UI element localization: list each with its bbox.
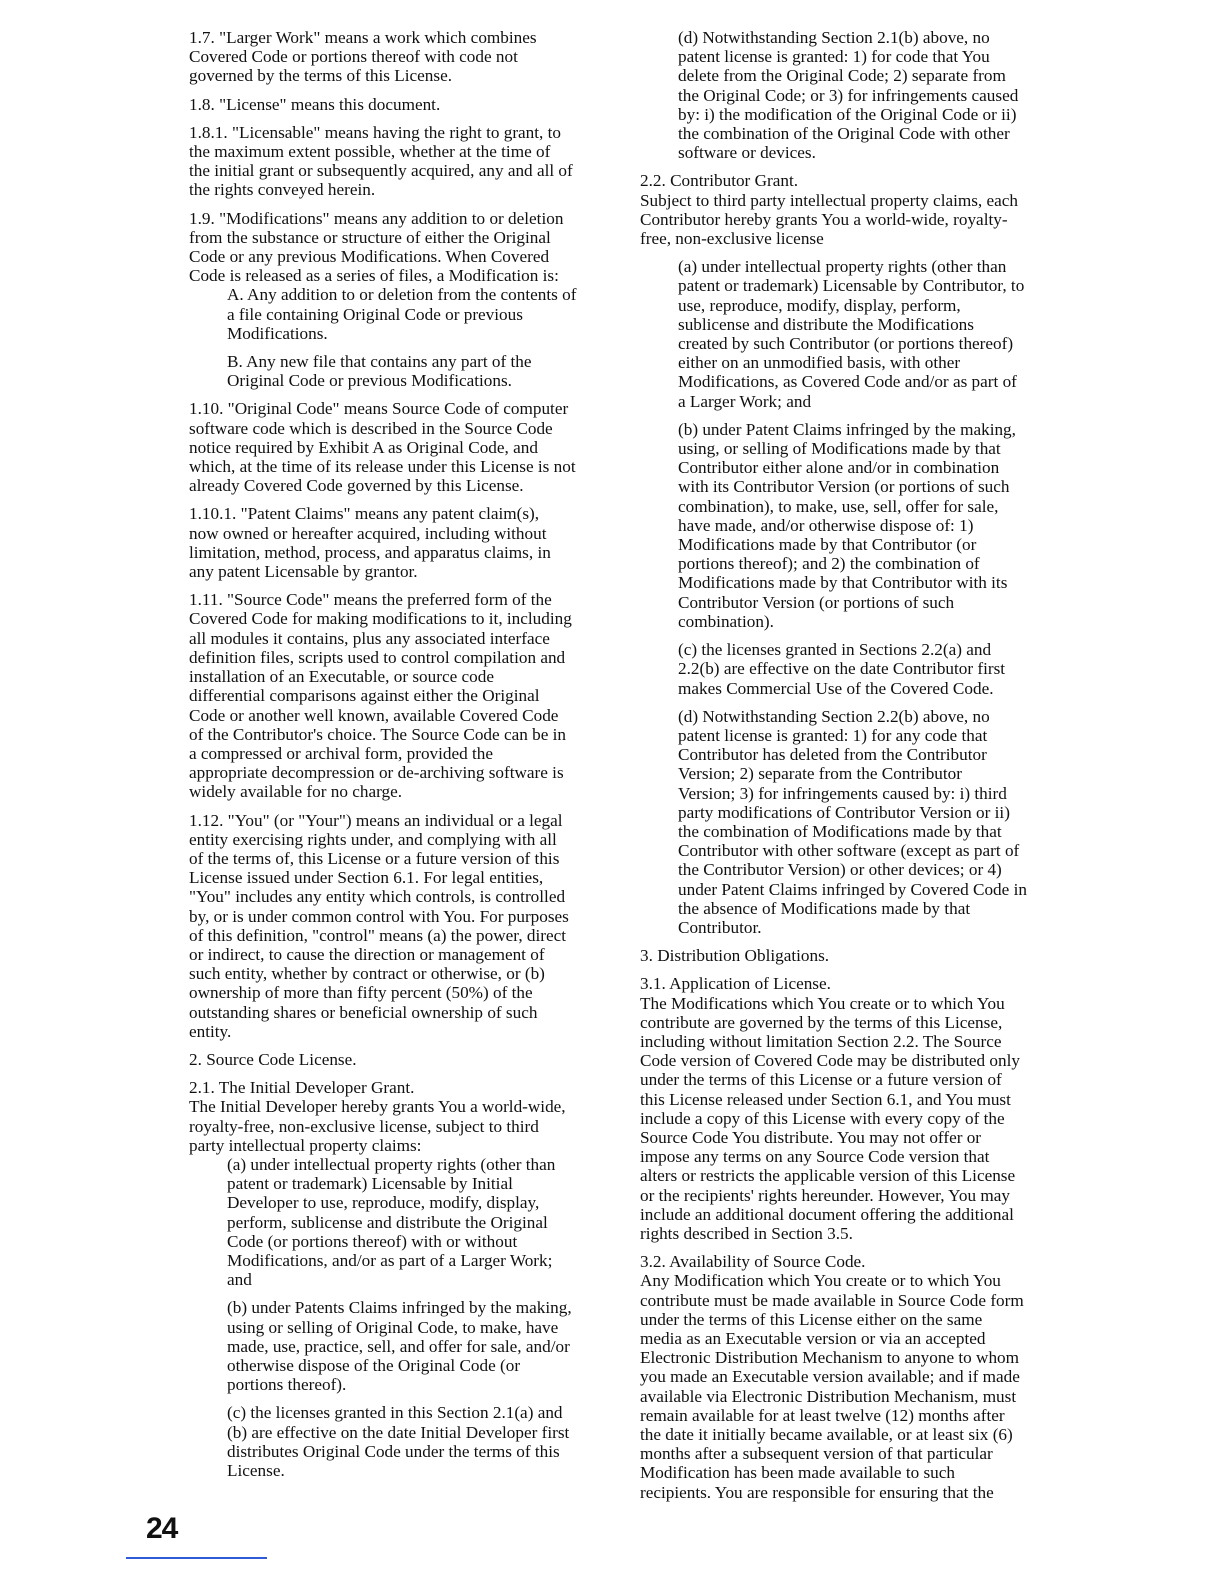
paragraph: 3. Distribution Obligations. [640, 946, 830, 966]
paragraph: 2.2. Contributor Grant. Subject to third party intellectual property claims, each Contributor hereby grants You a world-wide, royalty- free, non-exclusive license [640, 171, 1018, 249]
paragraph: 1.10. "Original Code" means Source Code of computer software code which is described in the Source Code notice required by Exhibit A as Original Code, and which, at the time of its release under this License is not already Covered Code governed by this License. [189, 399, 576, 496]
paragraph: (a) under intellectual property rights (other than patent or trademark) Licensable by Contributor, to use, reproduce, modify, display, perform, sublicense and distribute the Modifications created by such Contributor (or portions thereof) either on an unmodified basis, with other Modifications, as Covered Code and/or as part of a Larger Work; and [678, 257, 1025, 411]
paragraph: (c) the licenses granted in this Section 2.1(a) and (b) are effective on the date Initial Developer first distributes Original Code under the terms of this License. [227, 1403, 570, 1481]
paragraph: (d) Notwithstanding Section 2.1(b) above, no patent license is granted: 1) for code that You delete from the Original Code; 2) separate from the Original Code; or 3) for infringements caused by: i) the modification of the Original Code or ii) the combination of the Original Code with other software or devices. [678, 28, 1019, 163]
footer-rule [126, 1557, 267, 1559]
paragraph: 1.12. "You" (or "Your") means an individual or a legal entity exercising rights under, and complying with all of the terms of, this License or a future version of this License issued under Section 6.1. For legal entities, "You" includes any entity which controls, is controlled by, or is under common control with You. For purposes of this definition, "control" means (a) the power, direct or indirect, to cause the direction or management of such entity, whether by contract or otherwise, or (b) ownership of more than fifty percent (50%) of the outstanding shares or beneficial ownership of such entity. [189, 810, 569, 1041]
page-number: 24 [146, 1512, 178, 1545]
paragraph: 1.8.1. "Licensable" means having the right to grant, to the maximum extent possible, whether at the time of the initial grant or subsequently acquired, any and all of the rights conveyed herein. [189, 122, 573, 200]
paragraph: 1.9. "Modifications" means any addition to or deletion from the substance or structure of either the Original Code or any previous Modifications. When Covered Code is released as a series of files, a Modification is: [189, 208, 564, 286]
paragraph: 3.1. Application of License. The Modifications which You create or to which You contribute are governed by the terms of this License, including without limitation Section 2.2. The Source Code version of Covered Code may be distributed only under the terms of this License or a future version of this License released under Section 6.1, and You must include a copy of this License with every copy of the Source Code You distribute. You may not offer or impose any terms on any Source Code version that alters or restricts the applicable version of this License or the recipients' rights hereunder. However, You may include an additional document offering the additional rights described in Section 3.5. [640, 974, 1020, 1243]
paragraph: 3.2. Availability of Source Code. Any Modification which You create or to which You contribute must be made available in Source Code form under the terms of this License either on the same media as an Executable version or via an accepted Electronic Distribution Mechanism to anyone to whom you made an Executable version available; and if made available via Electronic Distribution Mechanism, must remain available for at least twelve (12) months after the date it initially became available, or at least six (6) months after a subsequent version of that particular Modification has been made available to such recipients. You are responsible for ensuring that the [640, 1252, 1024, 1502]
paragraph: (a) under intellectual property rights (other than patent or trademark) Licensable by Initial Developer to use, reproduce, modify, display, perform, sublicense and distribute the Original Code (or portions thereof) with or without Modifications, and/or as part of a Larger Work; and [227, 1154, 556, 1290]
paragraph: B. Any new file that contains any part of the Original Code or previous Modifications. [227, 352, 532, 391]
paragraph: (c) the licenses granted in Sections 2.2(a) and 2.2(b) are effective on the date Contributor first makes Commercial Use of the Covered Code. [678, 640, 1006, 698]
left-column [189, 28, 607, 1489]
paragraph: 1.8. "License" means this document. [189, 94, 441, 114]
paragraph: 2. Source Code License. [189, 1049, 357, 1069]
paragraph: 2.1. The Initial Developer Grant. The Initial Developer hereby grants You a world-wide, royalty-free, non-exclusive license, subject to third party intellectual property claims: [189, 1078, 566, 1155]
paragraph: (b) under Patent Claims infringed by the making, using, or selling of Modifications made by that Contributor either alone and/or in combination with its Contributor Version (or portions of such combination), to make, use, sell, offer for sale, have made, and/or otherwise dispose of: 1) Modifications made by that Contributor (or portions thereof); and 2) the combination of Modifications made by that Contributor with its Contributor Version (or portions of such combination). [678, 419, 1016, 631]
paragraph: 1.10.1. "Patent Claims" means any patent claim(s), now owned or hereafter acquired, including without limitation, method, process, and apparatus claims, in any patent Licensable by grantor. [189, 504, 551, 582]
paragraph: 1.11. "Source Code" means the preferred form of the Covered Code for making modifications to it, including all modules it contains, plus any associated interface definition files, scripts used to control compilation and installation of an Executable, or source code differential comparisons against either the Original Code or another well known, available Covered Code of the Contributor's choice. The Source Code can be in a compressed or archival form, provided the appropriate decompression or de-archiving software is widely available for no charge. [189, 590, 572, 802]
paragraph: A. Any addition to or deletion from the contents of a file containing Original Code or previous Modifications. [227, 285, 577, 343]
paragraph: (b) under Patents Claims infringed by the making, using or selling of Original Code, to make, have made, use, practice, sell, and offer for sale, and/or otherwise dispose of the Original Code (or portions thereof). [227, 1298, 572, 1395]
paragraph: (d) Notwithstanding Section 2.2(b) above, no patent license is granted: 1) for any code that Contributor has deleted from the Contributor Version; 2) separate from the Contributor Version; 3) for infringements caused by: i) third party modifications of Contributor Version or ii) the combination of Modifications made by that Contributor with other software (except as part of the Contributor Version) or other devices; or 4) under Patent Claims infringed by Covered Code in the absence of Modifications made by that Contributor. [678, 706, 1027, 937]
right-column [640, 28, 1060, 1511]
paragraph: 1.7. "Larger Work" means a work which combines Covered Code or portions thereof with code not governed by the terms of this License. [189, 28, 537, 86]
